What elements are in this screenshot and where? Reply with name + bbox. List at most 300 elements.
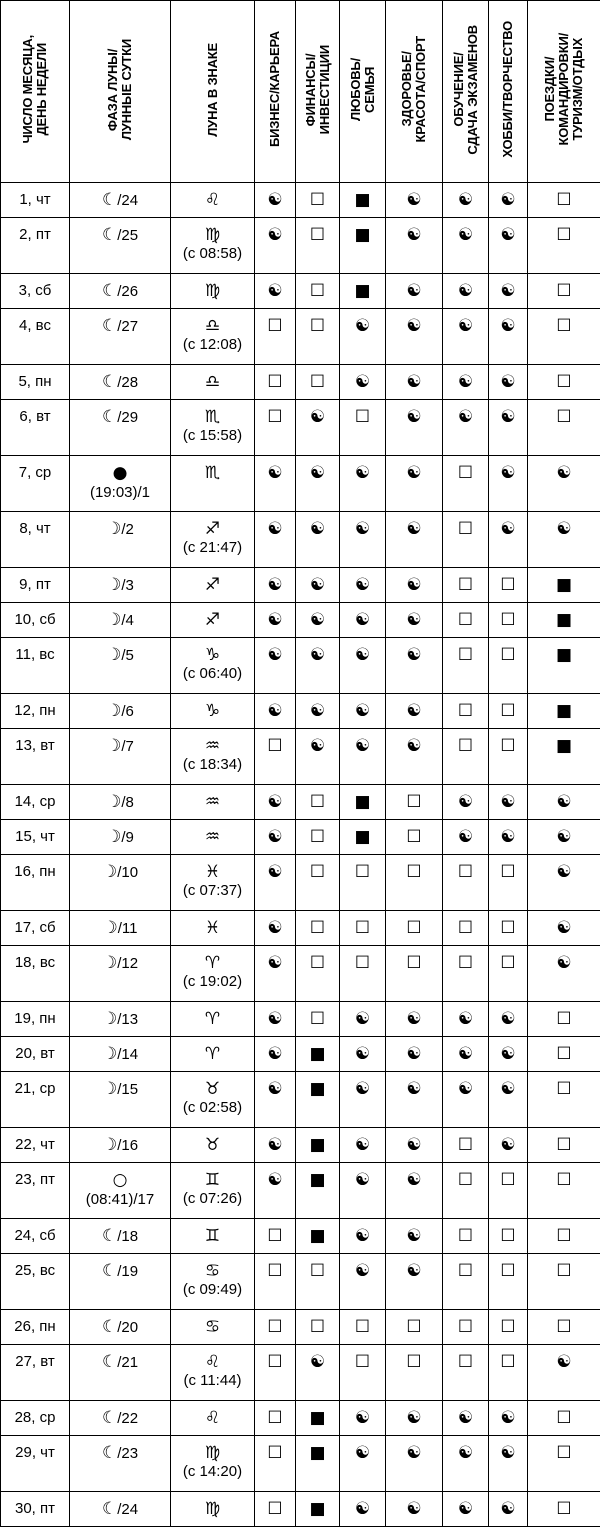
table-row <box>1 183 600 218</box>
table-row <box>1 820 600 855</box>
finance-mark-icon: ☐ <box>296 309 340 365</box>
moon-sign-cell <box>171 855 255 911</box>
zodiac-sign-icon: ♍ <box>171 1499 254 1519</box>
zodiac-sign-icon: ♌ <box>171 190 254 210</box>
finance-mark-icon: ■ <box>296 1219 340 1254</box>
zodiac-sign-icon: ♍ <box>171 225 254 245</box>
zodiac-sign-icon: ♈ <box>171 1009 254 1029</box>
table-row <box>1 785 600 820</box>
day-cell <box>1 1128 70 1163</box>
business-mark-icon: ☯ <box>255 911 296 946</box>
business-mark-icon: ☯ <box>255 1037 296 1072</box>
lunar-day: /7 <box>121 738 134 755</box>
sign-time: (с 08:58) <box>171 245 254 263</box>
day-cell <box>1 1219 70 1254</box>
health-mark-icon: ☯ <box>386 1219 443 1254</box>
hobby-mark-icon: ☯ <box>489 820 528 855</box>
day-label: 13, вт <box>15 737 55 754</box>
finance-mark-icon: ☯ <box>296 512 340 568</box>
day-label: 12, пн <box>14 702 55 719</box>
zodiac-sign-icon: ♊ <box>171 1170 254 1190</box>
table-row <box>1 1436 600 1492</box>
business-mark-icon: ☐ <box>255 1310 296 1345</box>
study-mark-icon: ☐ <box>443 512 489 568</box>
lunar-day: /13 <box>117 1011 138 1028</box>
zodiac-sign-icon: ♈ <box>171 953 254 973</box>
header-study: ОБУЧЕНИЕ/ СДАЧА ЭКЗАМЕНОВ <box>443 1 489 183</box>
finance-mark-icon: ☐ <box>296 820 340 855</box>
day-cell <box>1 855 70 911</box>
hobby-mark-icon: ☯ <box>489 1492 528 1527</box>
moon-phase-cell <box>70 1072 171 1128</box>
travel-mark-icon: ☐ <box>528 1002 600 1037</box>
table-row <box>1 512 600 568</box>
day-label: 30, пт <box>15 1500 55 1517</box>
business-mark-icon: ☐ <box>255 729 296 785</box>
header-travel: ПОЕЗДКИ/ КОМАНДИРОВКИ/ ТУРИЗМ/ОТДЫХ <box>528 1 600 183</box>
travel-mark-icon: ☐ <box>528 1401 600 1436</box>
love-mark-icon: ■ <box>340 183 386 218</box>
study-mark-icon: ☐ <box>443 1254 489 1310</box>
table-row <box>1 1219 600 1254</box>
hobby-mark-icon: ☐ <box>489 729 528 785</box>
day-label: 26, пн <box>14 1318 55 1335</box>
moon-phase-icon: ☾ <box>102 190 117 210</box>
zodiac-sign-icon: ♍ <box>171 281 254 301</box>
travel-mark-icon: ☐ <box>528 365 600 400</box>
day-cell <box>1 1310 70 1345</box>
finance-mark-icon: ■ <box>296 1037 340 1072</box>
table-row <box>1 568 600 603</box>
hobby-mark-icon: ☐ <box>489 1310 528 1345</box>
love-mark-icon: ■ <box>340 820 386 855</box>
day-cell <box>1 1492 70 1527</box>
finance-mark-icon: ☯ <box>296 729 340 785</box>
zodiac-sign-icon: ♋ <box>171 1261 254 1281</box>
moon-phase-cell <box>70 1436 171 1492</box>
lunar-day: /27 <box>117 318 138 335</box>
moon-sign-cell <box>171 1163 255 1219</box>
study-mark-icon: ☯ <box>443 1401 489 1436</box>
business-mark-icon: ☯ <box>255 638 296 694</box>
hobby-mark-icon: ☯ <box>489 1072 528 1128</box>
zodiac-sign-icon: ♐ <box>171 519 254 539</box>
lunar-day: /23 <box>117 1445 138 1462</box>
lunar-day: /29 <box>117 409 138 426</box>
study-mark-icon: ☐ <box>443 911 489 946</box>
day-label: 25, вс <box>15 1262 55 1279</box>
love-mark-icon: ☯ <box>340 1492 386 1527</box>
travel-mark-icon: ☐ <box>528 218 600 274</box>
study-mark-icon: ☐ <box>443 456 489 512</box>
finance-mark-icon: ☐ <box>296 1310 340 1345</box>
moon-phase-cell <box>70 603 171 638</box>
love-mark-icon: ☯ <box>340 1037 386 1072</box>
moon-phase-icon: ☾ <box>102 316 117 336</box>
finance-mark-icon: ☯ <box>296 400 340 456</box>
finance-mark-icon: ☐ <box>296 183 340 218</box>
health-mark-icon: ☐ <box>386 946 443 1002</box>
day-cell <box>1 568 70 603</box>
business-mark-icon: ☐ <box>255 1436 296 1492</box>
lunar-day: /15 <box>117 1081 138 1098</box>
table-row <box>1 729 600 785</box>
hobby-mark-icon: ☐ <box>489 1219 528 1254</box>
business-mark-icon: ☯ <box>255 694 296 729</box>
study-mark-icon: ☯ <box>443 1037 489 1072</box>
hobby-mark-icon: ☯ <box>489 1037 528 1072</box>
health-mark-icon: ☯ <box>386 1072 443 1128</box>
health-mark-icon: ☯ <box>386 729 443 785</box>
table-row <box>1 1345 600 1401</box>
moon-phase-icon: ☾ <box>102 1443 117 1463</box>
health-mark-icon: ☯ <box>386 365 443 400</box>
health-mark-icon: ☯ <box>386 694 443 729</box>
lunar-day: /9 <box>121 829 134 846</box>
moon-sign-cell <box>171 365 255 400</box>
moon-phase-icon: ☾ <box>102 1226 117 1246</box>
moon-phase-cell <box>70 638 171 694</box>
lunar-day: /21 <box>117 1354 138 1371</box>
finance-mark-icon: ■ <box>296 1492 340 1527</box>
zodiac-sign-icon: ♌ <box>171 1408 254 1428</box>
finance-mark-icon: ☐ <box>296 365 340 400</box>
travel-mark-icon: ■ <box>528 568 600 603</box>
moon-phase-cell <box>70 1310 171 1345</box>
day-cell <box>1 911 70 946</box>
moon-sign-cell <box>171 694 255 729</box>
table-row <box>1 456 600 512</box>
sign-time: (с 19:02) <box>171 973 254 991</box>
hobby-mark-icon: ☐ <box>489 1254 528 1310</box>
business-mark-icon: ☯ <box>255 1128 296 1163</box>
table-row <box>1 1037 600 1072</box>
love-mark-icon: ☯ <box>340 729 386 785</box>
health-mark-icon: ☯ <box>386 568 443 603</box>
travel-mark-icon: ☯ <box>528 785 600 820</box>
travel-mark-icon: ☐ <box>528 1436 600 1492</box>
moon-phase-cell <box>70 694 171 729</box>
health-mark-icon: ☯ <box>386 1002 443 1037</box>
finance-mark-icon: ■ <box>296 1163 340 1219</box>
business-mark-icon: ☯ <box>255 1002 296 1037</box>
travel-mark-icon: ■ <box>528 729 600 785</box>
table-row <box>1 1072 600 1128</box>
business-mark-icon: ☯ <box>255 512 296 568</box>
hobby-mark-icon: ☯ <box>489 1128 528 1163</box>
travel-mark-icon: ☐ <box>528 1310 600 1345</box>
day-cell <box>1 1345 70 1401</box>
travel-mark-icon: ☐ <box>528 400 600 456</box>
zodiac-sign-icon: ♑ <box>171 645 254 665</box>
moon-phase-cell <box>70 1254 171 1310</box>
header-health: ЗДОРОВЬЕ/ КРАСОТА/СПОРТ <box>386 1 443 183</box>
day-label: 15, чт <box>15 828 55 845</box>
moon-phase-cell <box>70 1492 171 1527</box>
travel-mark-icon: ☐ <box>528 1163 600 1219</box>
day-cell <box>1 512 70 568</box>
business-mark-icon: ☯ <box>255 1072 296 1128</box>
table-row <box>1 1002 600 1037</box>
day-label: 19, пн <box>14 1010 55 1027</box>
day-cell <box>1 456 70 512</box>
day-label: 17, сб <box>14 919 55 936</box>
travel-mark-icon: ■ <box>528 638 600 694</box>
moon-phase-icon: ☽ <box>106 645 121 665</box>
sign-time: (с 06:40) <box>171 665 254 683</box>
study-mark-icon: ☐ <box>443 729 489 785</box>
finance-mark-icon: ☯ <box>296 603 340 638</box>
study-mark-icon: ☐ <box>443 1219 489 1254</box>
zodiac-sign-icon: ♉ <box>171 1079 254 1099</box>
zodiac-sign-icon: ♐ <box>171 610 254 630</box>
business-mark-icon: ☐ <box>255 1345 296 1401</box>
sign-time: (с 11:44) <box>171 1372 254 1390</box>
moon-sign-cell <box>171 946 255 1002</box>
love-mark-icon: ☯ <box>340 365 386 400</box>
moon-phase-cell <box>70 1128 171 1163</box>
sign-time: (с 07:37) <box>171 882 254 900</box>
love-mark-icon: ☐ <box>340 400 386 456</box>
moon-phase-icon: ☽ <box>106 792 121 812</box>
finance-mark-icon: ☐ <box>296 1254 340 1310</box>
moon-sign-cell <box>171 183 255 218</box>
moon-sign-cell <box>171 1436 255 1492</box>
hobby-mark-icon: ☯ <box>489 512 528 568</box>
hobby-mark-icon: ☯ <box>489 1436 528 1492</box>
day-label: 24, сб <box>14 1227 55 1244</box>
study-mark-icon: ☐ <box>443 694 489 729</box>
moon-phase-cell <box>70 1163 171 1219</box>
finance-mark-icon: ☯ <box>296 694 340 729</box>
table-row <box>1 911 600 946</box>
study-mark-icon: ☐ <box>443 1163 489 1219</box>
day-label: 27, вт <box>15 1353 55 1370</box>
day-label: 14, ср <box>15 793 56 810</box>
love-mark-icon: ☯ <box>340 1254 386 1310</box>
lunar-day: /8 <box>121 794 134 811</box>
business-mark-icon: ☯ <box>255 1163 296 1219</box>
finance-mark-icon: ☯ <box>296 1345 340 1401</box>
moon-sign-cell <box>171 400 255 456</box>
health-mark-icon: ☯ <box>386 400 443 456</box>
day-cell <box>1 1401 70 1436</box>
lunar-day: /16 <box>117 1137 138 1154</box>
love-mark-icon: ■ <box>340 785 386 820</box>
finance-mark-icon: ☯ <box>296 638 340 694</box>
moon-phase-icon: ☾ <box>102 225 117 245</box>
moon-sign-cell <box>171 274 255 309</box>
moon-phase-cell <box>70 946 171 1002</box>
day-label: 28, ср <box>15 1409 56 1426</box>
header-hobby: ХОББИ/ТВОРЧЕСТВО <box>489 1 528 183</box>
study-mark-icon: ☯ <box>443 1492 489 1527</box>
study-mark-icon: ☐ <box>443 603 489 638</box>
business-mark-icon: ☐ <box>255 1492 296 1527</box>
health-mark-icon: ☯ <box>386 603 443 638</box>
moon-phase-icon: ☾ <box>102 1352 117 1372</box>
travel-mark-icon: ☯ <box>528 946 600 1002</box>
moon-sign-cell <box>171 1128 255 1163</box>
study-mark-icon: ☐ <box>443 638 489 694</box>
table-row <box>1 218 600 274</box>
travel-mark-icon: ☯ <box>528 512 600 568</box>
travel-mark-icon: ☐ <box>528 1037 600 1072</box>
day-cell <box>1 1254 70 1310</box>
moon-sign-cell <box>171 1345 255 1401</box>
travel-mark-icon: ☐ <box>528 274 600 309</box>
moon-sign-cell <box>171 638 255 694</box>
moon-phase-icon: ☽ <box>106 736 121 756</box>
lunar-day: /22 <box>117 1410 138 1427</box>
sign-time: (с 21:47) <box>171 539 254 557</box>
moon-phase-cell <box>70 785 171 820</box>
header-moon-phase: ФАЗА ЛУНЫ/ ЛУННЫЕ СУТКИ <box>70 1 171 183</box>
hobby-mark-icon: ☯ <box>489 456 528 512</box>
business-mark-icon: ☯ <box>255 946 296 1002</box>
love-mark-icon: ☯ <box>340 1163 386 1219</box>
hobby-mark-icon: ☯ <box>489 365 528 400</box>
moon-phase-cell <box>70 1219 171 1254</box>
zodiac-sign-icon: ♓ <box>171 918 254 938</box>
lunar-day: /10 <box>117 864 138 881</box>
day-cell <box>1 1002 70 1037</box>
moon-phase-icon: ☽ <box>106 575 121 595</box>
health-mark-icon: ☐ <box>386 1345 443 1401</box>
sign-time: (с 18:34) <box>171 756 254 774</box>
table-row <box>1 1492 600 1527</box>
zodiac-sign-icon: ♐ <box>171 575 254 595</box>
moon-sign-cell <box>171 1492 255 1527</box>
finance-mark-icon: ☐ <box>296 855 340 911</box>
zodiac-sign-icon: ♈ <box>171 1044 254 1064</box>
lunar-day: /28 <box>117 374 138 391</box>
travel-mark-icon: ☐ <box>528 183 600 218</box>
day-cell <box>1 1037 70 1072</box>
day-cell <box>1 694 70 729</box>
hobby-mark-icon: ☯ <box>489 274 528 309</box>
lunar-day: /14 <box>117 1046 138 1063</box>
moon-phase-icon: ☽ <box>102 1079 117 1099</box>
moon-sign-cell <box>171 456 255 512</box>
love-mark-icon: ☯ <box>340 1072 386 1128</box>
health-mark-icon: ☐ <box>386 855 443 911</box>
day-label: 22, чт <box>15 1136 55 1153</box>
hobby-mark-icon: ☯ <box>489 309 528 365</box>
moon-sign-cell <box>171 568 255 603</box>
health-mark-icon: ☐ <box>386 911 443 946</box>
study-mark-icon: ☯ <box>443 365 489 400</box>
business-mark-icon: ☐ <box>255 1401 296 1436</box>
finance-mark-icon: ☐ <box>296 274 340 309</box>
sign-time: (с 14:20) <box>171 1463 254 1481</box>
study-mark-icon: ☯ <box>443 1002 489 1037</box>
love-mark-icon: ☯ <box>340 638 386 694</box>
love-mark-icon: ☯ <box>340 1219 386 1254</box>
love-mark-icon: ☯ <box>340 1002 386 1037</box>
hobby-mark-icon: ☐ <box>489 911 528 946</box>
study-mark-icon: ☯ <box>443 183 489 218</box>
moon-phase-cell <box>70 365 171 400</box>
study-mark-icon: ☐ <box>443 946 489 1002</box>
business-mark-icon: ☯ <box>255 183 296 218</box>
table-row <box>1 946 600 1002</box>
moon-phase-cell <box>70 568 171 603</box>
moon-phase-icon: ☾ <box>102 372 117 392</box>
header-row <box>1 1 600 183</box>
moon-phase-icon: ☽ <box>102 1044 117 1064</box>
study-mark-icon: ☯ <box>443 218 489 274</box>
moon-sign-cell <box>171 911 255 946</box>
zodiac-sign-icon: ♏ <box>171 407 254 427</box>
finance-mark-icon: ☐ <box>296 785 340 820</box>
table-row <box>1 694 600 729</box>
moon-phase-icon: ☽ <box>106 701 121 721</box>
moon-sign-cell <box>171 785 255 820</box>
sign-time: (с 15:58) <box>171 427 254 445</box>
hobby-mark-icon: ☯ <box>489 218 528 274</box>
day-cell <box>1 1163 70 1219</box>
business-mark-icon: ☯ <box>255 855 296 911</box>
moon-phase-icon: ☾ <box>102 407 117 427</box>
study-mark-icon: ☯ <box>443 274 489 309</box>
business-mark-icon: ☐ <box>255 1254 296 1310</box>
day-cell <box>1 638 70 694</box>
hobby-mark-icon: ☐ <box>489 855 528 911</box>
health-mark-icon: ☐ <box>386 785 443 820</box>
lunar-day: /5 <box>121 647 134 664</box>
table-row <box>1 638 600 694</box>
health-mark-icon: ☐ <box>386 820 443 855</box>
finance-mark-icon: ■ <box>296 1128 340 1163</box>
day-label: 3, сб <box>19 282 52 299</box>
lunar-day: /24 <box>117 1501 138 1518</box>
header-finance: ФИНАНСЫ/ ИНВЕСТИЦИИ <box>296 1 340 183</box>
travel-mark-icon: ☐ <box>528 1128 600 1163</box>
love-mark-icon: ☯ <box>340 694 386 729</box>
travel-mark-icon: ☯ <box>528 911 600 946</box>
moon-phase-cell <box>70 1002 171 1037</box>
moon-sign-cell <box>171 512 255 568</box>
moon-phase-icon: ☽ <box>102 1009 117 1029</box>
phase-time: (08:41)/17 <box>70 1191 170 1209</box>
travel-mark-icon: ☯ <box>528 855 600 911</box>
business-mark-icon: ☯ <box>255 456 296 512</box>
day-cell <box>1 1436 70 1492</box>
day-label: 18, вс <box>15 954 55 971</box>
love-mark-icon: ☯ <box>340 1128 386 1163</box>
moon-phase-icon: ☽ <box>102 1135 117 1155</box>
moon-phase-icon: ☽ <box>106 519 121 539</box>
moon-sign-cell <box>171 218 255 274</box>
moon-phase-cell <box>70 855 171 911</box>
table-row <box>1 274 600 309</box>
business-mark-icon: ☯ <box>255 274 296 309</box>
study-mark-icon: ☐ <box>443 1310 489 1345</box>
finance-mark-icon: ☯ <box>296 568 340 603</box>
lunar-day: /3 <box>121 577 134 594</box>
moon-phase-cell <box>70 1345 171 1401</box>
moon-phase-cell <box>70 1037 171 1072</box>
moon-phase-icon: ☽ <box>102 953 117 973</box>
moon-phase-icon: ○ <box>113 1170 128 1190</box>
day-label: 2, пт <box>19 226 51 243</box>
phase-time: (19:03)/1 <box>70 484 170 502</box>
travel-mark-icon: ☐ <box>528 1219 600 1254</box>
moon-phase-icon: ☾ <box>102 1261 117 1281</box>
zodiac-sign-icon: ♒ <box>171 827 254 847</box>
study-mark-icon: ☯ <box>443 1436 489 1492</box>
